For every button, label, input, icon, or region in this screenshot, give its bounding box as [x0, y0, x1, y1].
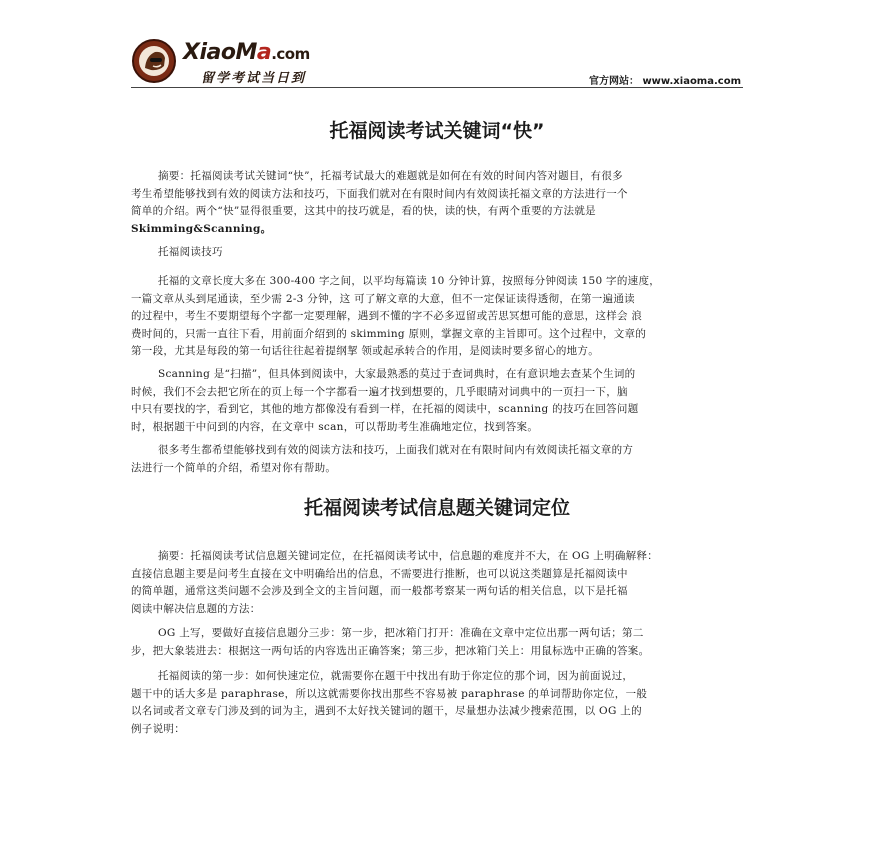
text-line: 以名词或者文章专门涉及到的词为主，遇到不太好找关键词的题干，尽量想办法减少搜索范围，以 OG 上的: [131, 705, 642, 717]
text-line: Scanning 是“扫描”，但具体到阅读中，大家最熟悉的莫过于查词典时，在有意识地去查某个生词的: [158, 368, 636, 380]
article1-paragraph-2: [131, 273, 743, 361]
website-url[interactable]: www.xiaoma.com: [642, 76, 741, 87]
text-line: 例子说明：: [131, 722, 185, 735]
text-line: 托福阅读技巧: [158, 246, 223, 258]
page-header: [131, 38, 741, 88]
text-line: 题干中的话大多是 paraphrase，所以这就需要你找出那些不容易被 paraphrase 的单词帮助你定位，一般: [131, 687, 648, 700]
article2-paragraph-3: [131, 668, 743, 738]
brand-name: XiaoMa.com: [183, 40, 310, 65]
text-line: 托福的文章长度大多在 300-400 字之间，以平均每篇读 10 分钟计算，按照每分钟阅读 150 字的速度，: [158, 275, 661, 287]
article2-title: 托福阅读考试信息题关键词定位: [303, 497, 570, 519]
article1-abstract: [131, 168, 743, 238]
text-line: 简单的介绍。两个“快”显得很重要，这其中的技巧就是，看的快，读的快，有两个重要的方法就是: [131, 205, 596, 217]
text-line: 法进行一个简单的介绍，希望对你有帮助。: [131, 461, 337, 474]
text-line: OG 上写，要做好直接信息题分三步：第一步，把冰箱门打开：准确在文章中定位出那一两句话；第二: [158, 627, 644, 639]
brand-slogan: 留学考试当日到: [201, 71, 307, 86]
text-line: 的过程中，考生不要期望每个字都一定要理解，遇到不懂的字不必多逗留或苦思冥想可能的意思，这样会 浪: [131, 310, 643, 322]
article2-abstract: [131, 548, 743, 618]
website-label: 官方网站：: [588, 76, 639, 87]
text-line: 很多考生都希望能够找到有效的阅读方法和技巧，上面我们就对在有限时间内有效阅读托福文章的方: [158, 444, 634, 456]
text-line: Skimming&Scanning。: [131, 222, 272, 235]
text-line: 直接信息题主要是问考生直接在文中明确给出的信息，不需要进行推断，也可以说这类题算是托福阅读中: [131, 567, 628, 580]
text-line: 第一段，尤其是每段的第一句话往往起着提纲挈 领或起承转合的作用，是阅读时要多留心的地方。: [131, 345, 600, 357]
horse-logo-icon: [131, 38, 177, 84]
text-line: 时候，我们不会去把它所在的页上每一个字都看一遍才找到想要的，几乎眼睛对词典中的一页扫一下，脑: [131, 385, 628, 398]
article1-title: 托福阅读考试关键词“快”: [329, 120, 545, 142]
text-line: 托福阅读的第一步：如何快速定位，就需要你在题干中找出有助于你定位的那个词，因为前面说过，: [158, 670, 634, 682]
article1-subheading: [131, 244, 743, 262]
text-line: 费时间的，只需一直往下看，用前面介绍到的 skimming 原则，掌握文章的主旨即可。这个过程中，文章的: [131, 327, 647, 340]
text-line: 一篇文章从头到尾通读，至少需 2-3 分钟，这 可了解文章的大意，但不一定保证读得透彻，在第一遍通读: [131, 292, 635, 305]
text-line: 步，把大象装进去：根据这一两句话的内容选出正确答案；第三步，把冰箱门关上：用鼠标选中正确的答案。: [131, 644, 650, 657]
text-line: 阅读中解决信息题的方法：: [131, 602, 261, 615]
text-line: 考生希望能够找到有效的阅读方法和技巧，下面我们就对在有限时间内有效阅读托福文章的方法进行一个: [131, 187, 628, 200]
article2-paragraph-2: [131, 625, 743, 660]
text-line: 摘要：托福阅读考试信息题关键词定位，在托福阅读考试中，信息题的难度并不大，在 OG 上明确解释：: [158, 550, 659, 562]
article1-paragraph-3: [131, 366, 743, 436]
text-line: 中只有要找的字，看到它，其他的地方都像没有看到一样，在托福的阅读中，scanning 的技巧在回答问题: [131, 403, 639, 415]
text-line: 摘要：托福阅读考试关键词“快”，托福考试最大的难题就是如何在有效的时间内答对题目，有很多: [158, 170, 623, 182]
header-divider: [131, 87, 743, 88]
text-line: 时，根据题干中问到的内容，在文章中 scan，可以帮助考生准确地定位，找到答案。: [131, 420, 539, 433]
official-website: [589, 72, 741, 87]
article1-paragraph-4: [131, 442, 743, 477]
text-line: 的简单题，通常这类问题不会涉及到全文的主旨问题，而一般都考察某一两句话的相关信息，以下是托福: [131, 585, 628, 597]
